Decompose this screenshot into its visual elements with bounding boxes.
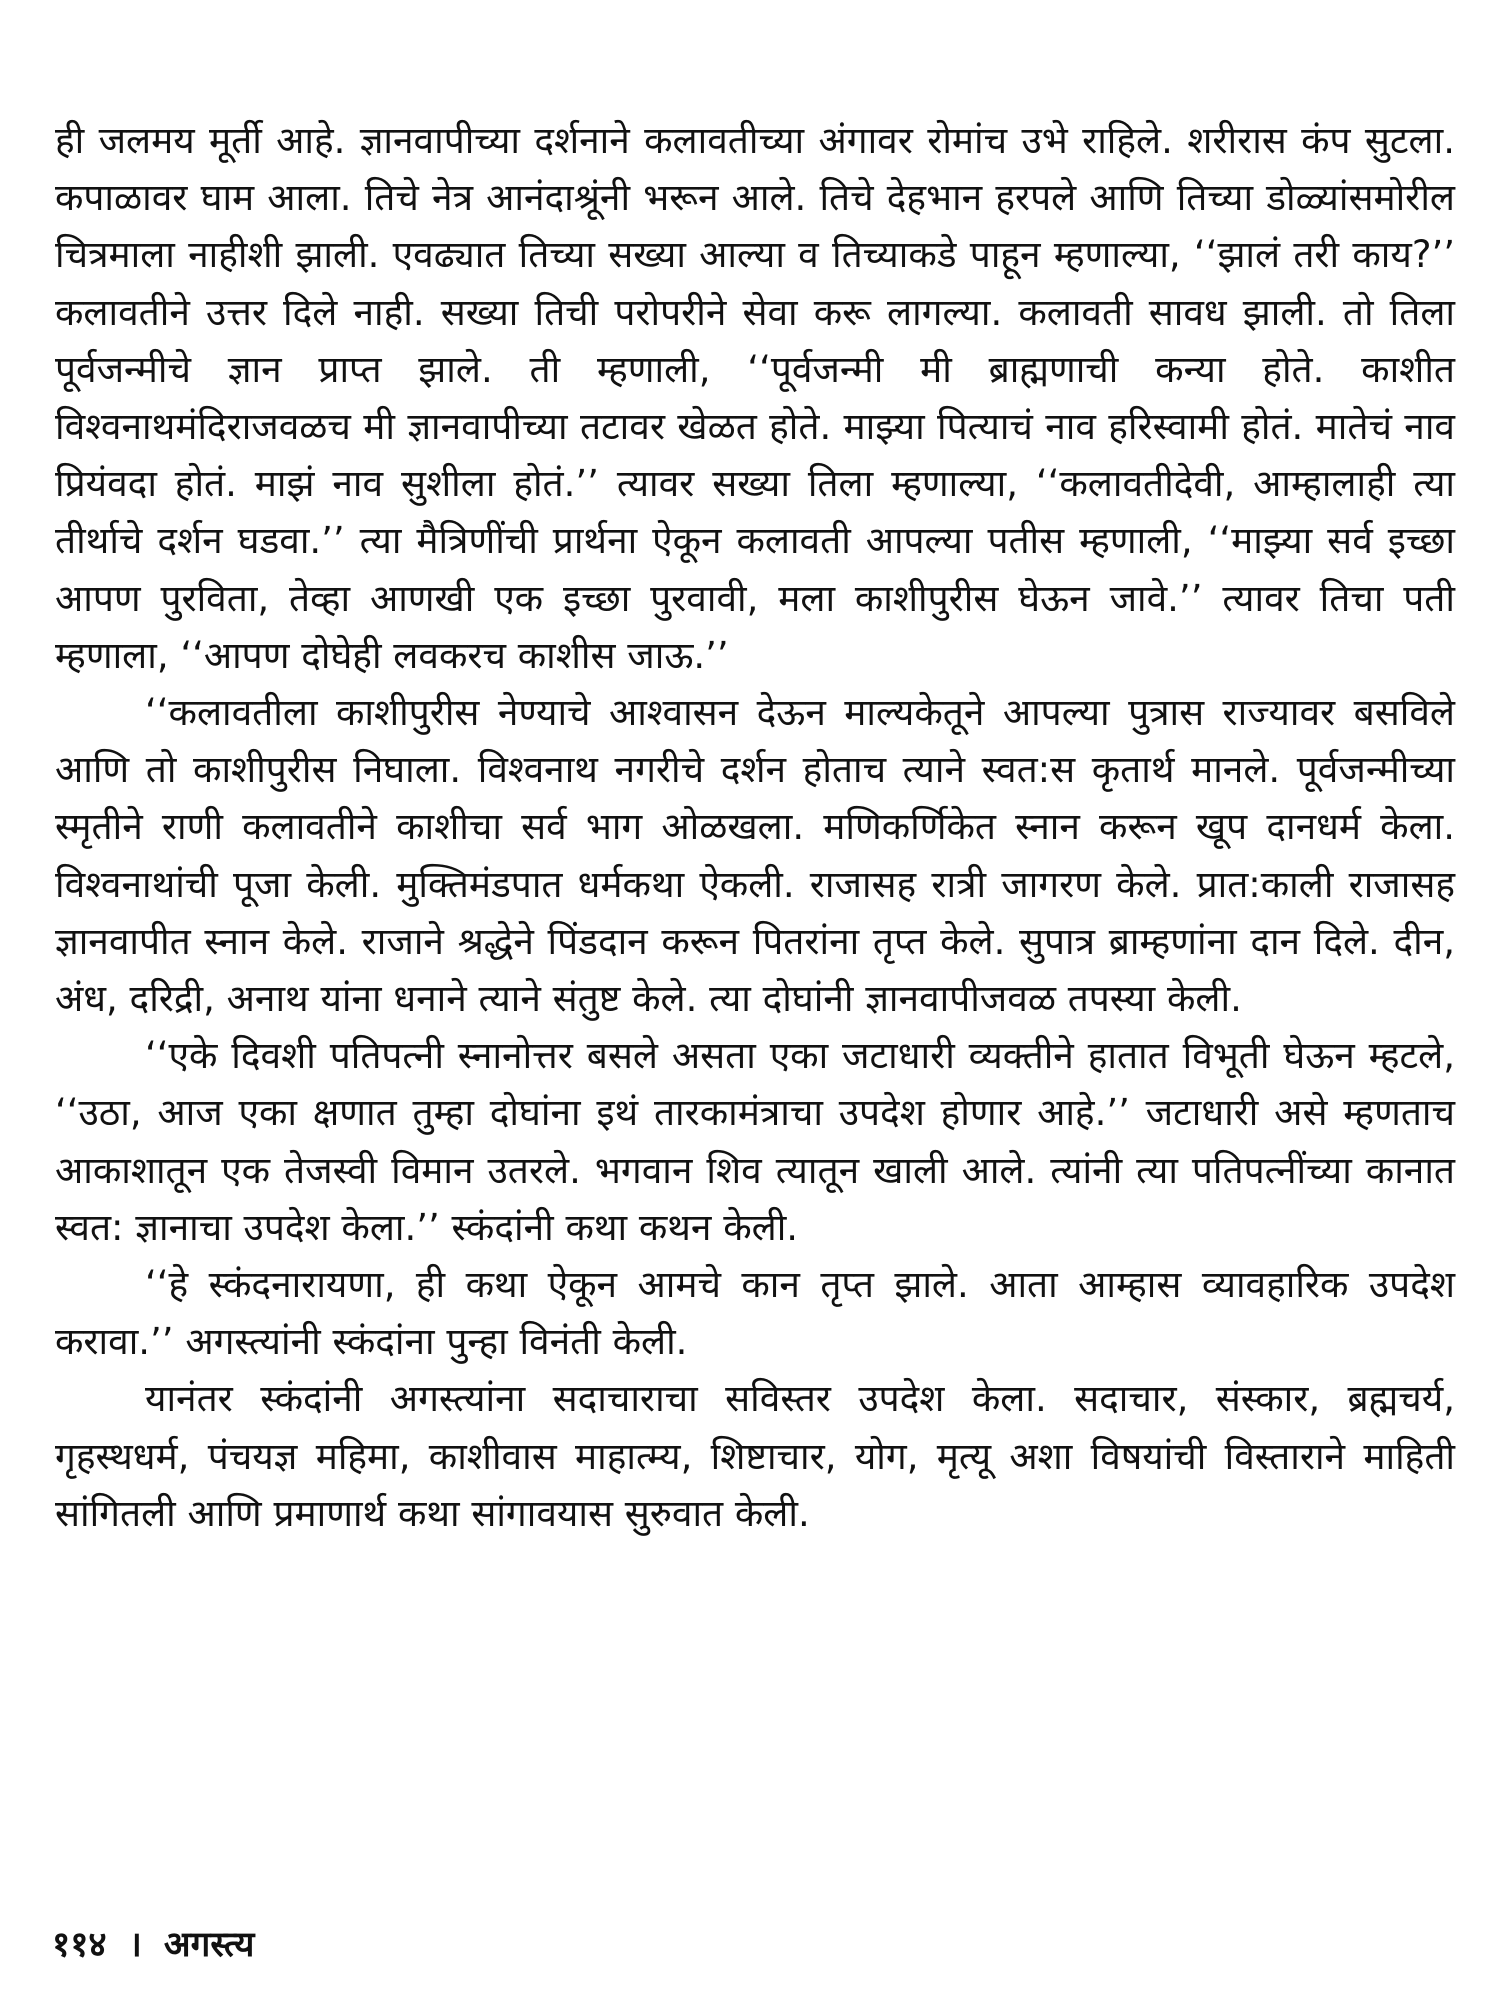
footer-separator: । (128, 1925, 142, 1965)
paragraph-5: यानंतर स्कंदांनी अगस्त्यांना सदाचाराचा सविस्तर उपदेश केला. सदाचार, संस्कार, ब्रह्मचर्य, गृहस्थधर्म, पंचयज्ञ महिमा, काशीवास माहात्म्य, शिष्टाचार, योग, मृत्यू अशा विषयांची विस्ताराने माहिती सांगितली आणि प्रमाणार्थ कथा सांगावयास सुरुवात केली. (55, 1377, 1455, 1535)
page-footer (52, 1920, 254, 1967)
paragraph-1: ही जलमय मूर्ती आहे. ज्ञानवापीच्या दर्शनाने कलावतीच्या अंगावर रोमांच उभे राहिले. शरीरास कंप सुटला. कपाळावर घाम आला. तिचे नेत्र आनंदाश्रूंनी भरून आले. तिचे देहभान हरपले आणि तिच्या डोळ्यांसमोरील चित्रमाला नाहीशी झाली. एवढ्यात तिच्या सख्या आल्या व तिच्याकडे पाहून म्हणाल्या, ‘‘झालं तरी काय?’’ कलावतीने उत्तर दिले नाही. सख्या तिची परोपरीने सेवा करू लागल्या. कलावती सावध झाली. तो तिला पूर्वजन्मीचे ज्ञान प्राप्त झाले. ती म्हणाली, ‘‘पूर्वजन्मी मी ब्राह्मणाची कन्या होते. काशीत विश्वनाथमंदिराजवळच मी ज्ञानवापीच्या तटावर खेळत होते. माझ्या पित्याचं नाव हरिस्वामी होतं. मातेचं नाव प्रियंवदा होतं. माझं नाव सुशीला होतं.’’ त्यावर सख्या तिला म्हणाल्या, ‘‘कलावतीदेवी, आम्हालाही त्या तीर्थाचे दर्शन घडवा.’’ त्या मैत्रिणींची प्रार्थना ऐकून कलावती आपल्या पतीस म्हणाली, ‘‘माझ्या सर्व इच्छा आपण पुरविता, तेव्हा आणखी एक इच्छा पुरवावी, मला काशीपुरीस घेऊन जावे.’’ त्यावर तिचा पती म्हणाला, ‘‘आपण दोघेही लवकरच काशीस जाऊ.’’ (55, 119, 1455, 677)
paragraph-2: ‘‘कलावतीला काशीपुरीस नेण्याचे आश्वासन देऊन माल्यकेतूने आपल्या पुत्रास राज्यावर बसविले आणि तो काशीपुरीस निघाला. विश्वनाथ नगरीचे दर्शन होताच त्याने स्वत:स कृतार्थ मानले. पूर्वजन्मीच्या स्मृतीने राणी कलावतीने काशीचा सर्व भाग ओळखला. मणिकर्णिकेत स्नान करून खूप दानधर्म केला. विश्वनाथांची पूजा केली. मुक्तिमंडपात धर्मकथा ऐकली. राजासह रात्री जागरण केले. प्रात:काली राजासह ज्ञानवापीत स्नान केले. राजाने श्रद्धेने पिंडदान करून पितरांना तृप्त केले. सुपात्र ब्राम्हणांना दान दिले. दीन, अंध, दरिद्री, अनाथ यांना धनाने त्याने संतुष्ट केले. त्या दोघांनी ज्ञानवापीजवळ तपस्या केली. (55, 691, 1455, 1021)
page-number: ११४ (52, 1925, 107, 1965)
paragraph-4: ‘‘हे स्कंदनारायणा, ही कथा ऐकून आमचे कान तृप्त झाले. आता आम्हास व्यावहारिक उपदेश करावा.’’ अगस्त्यांनी स्कंदांना पुन्हा विनंती केली. (55, 1263, 1455, 1364)
body-text (55, 112, 1455, 1542)
paragraph-3: ‘‘एके दिवशी पतिपत्नी स्नानोत्तर बसले असता एका जटाधारी व्यक्तीने हातात विभूती घेऊन म्हटले, ‘‘उठा, आज एका क्षणात तुम्हा दोघांना इथं तारकामंत्राचा उपदेश होणार आहे.’’ जटाधारी असे म्हणताच आकाशातून एक तेजस्वी विमान उतरले. भगवान शिव त्यातून खाली आले. त्यांनी त्या पतिपत्नींच्या कानात स्वत: ज्ञानाचा उपदेश केला.’’ स्कंदांनी कथा कथन केली. (55, 1034, 1455, 1249)
book-title: अगस्त्य (163, 1925, 255, 1965)
